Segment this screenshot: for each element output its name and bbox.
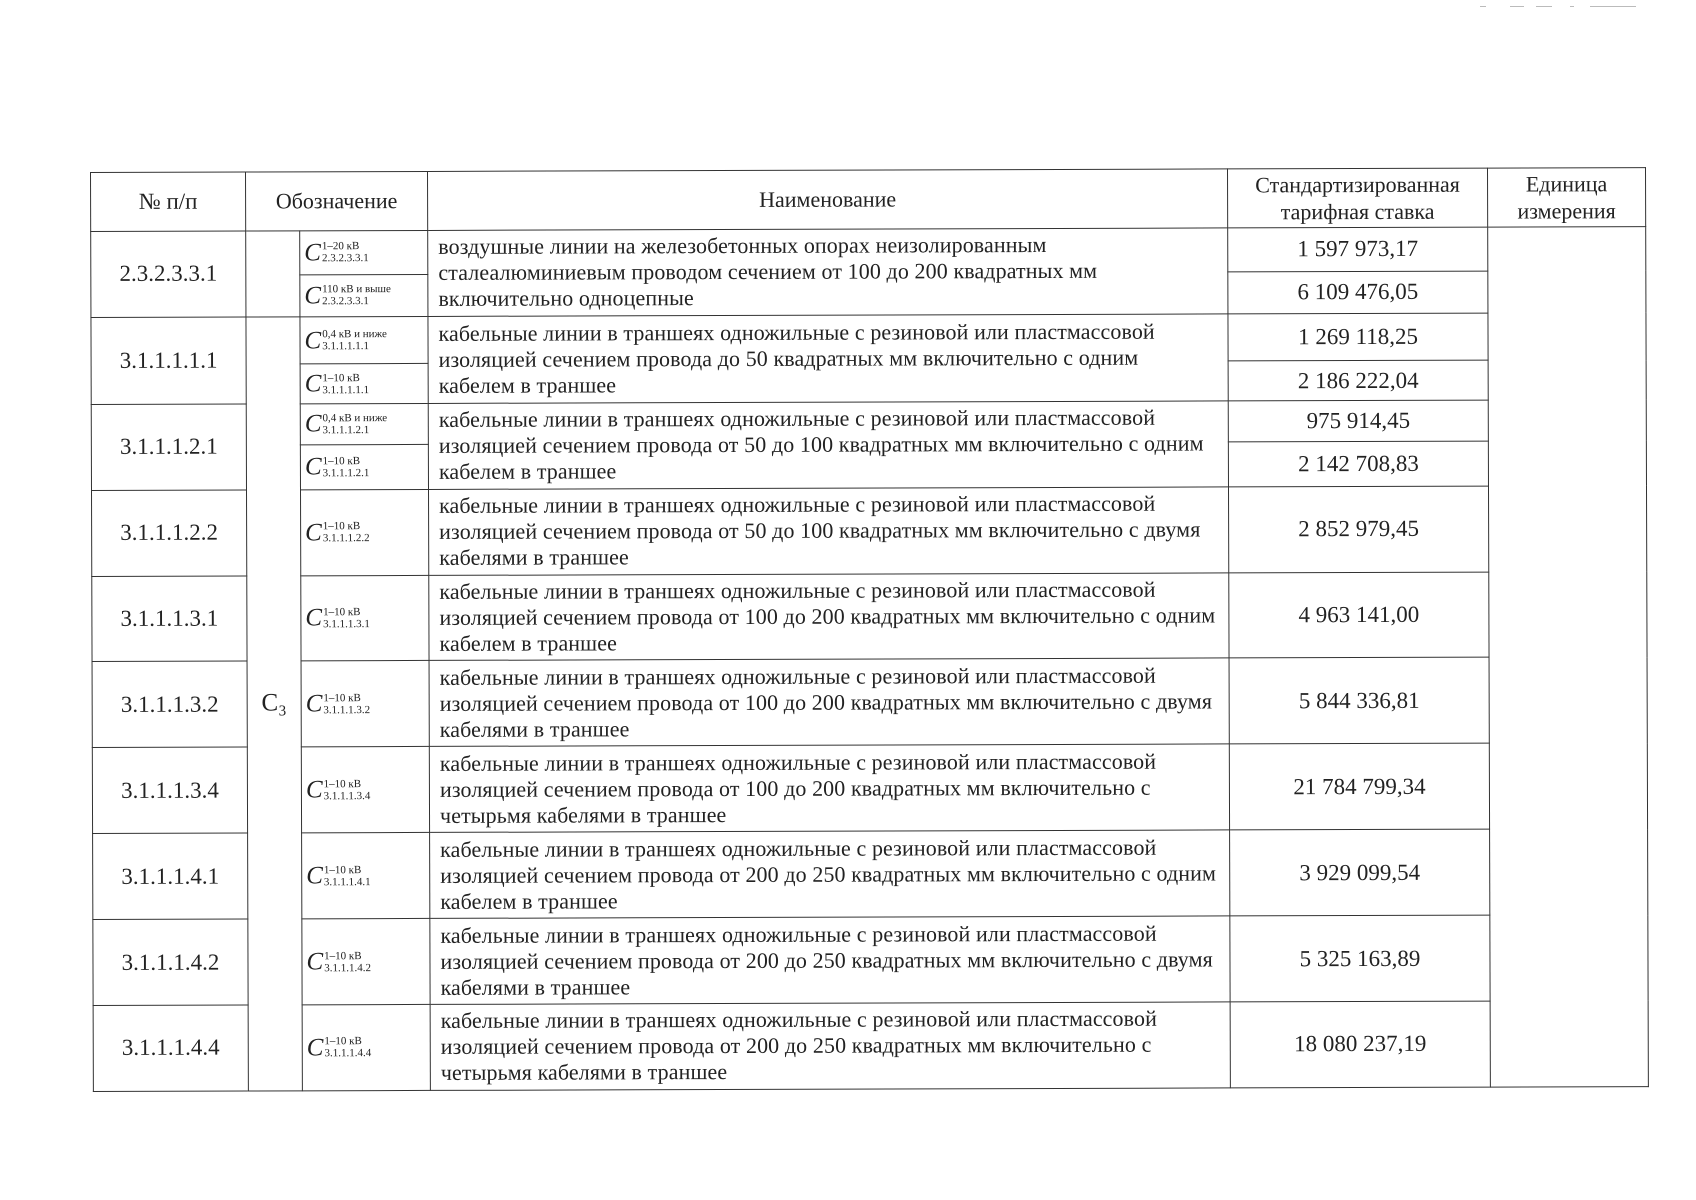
voltage-superscript: 1–10 кВ bbox=[324, 949, 362, 962]
designation-cell bbox=[301, 661, 429, 747]
symbol-base: C bbox=[304, 453, 322, 481]
designation-cell bbox=[301, 747, 429, 833]
voltage-superscript: 1–10 кВ bbox=[324, 1035, 362, 1048]
item-name: кабельные линии в траншеях одножильные с резиновой или пластмассовой изоляцией сечением провода от 200 до 250 квадратных мм включительно с четырьмя кабелями в траншее bbox=[430, 1002, 1230, 1091]
voltage-superscript: 1–10 кВ bbox=[323, 692, 361, 705]
row-number: 3.1.1.1.4.1 bbox=[93, 833, 248, 919]
tariff-rate: 2 852 979,45 bbox=[1229, 486, 1489, 573]
voltage-superscript: 0,4 кВ и ниже bbox=[322, 328, 387, 341]
table-row bbox=[92, 571, 1647, 662]
designation-symbol bbox=[306, 863, 371, 888]
item-name: кабельные линии в траншеях одножильные с резиновой или пластмассовой изоляцией сечением провода от 200 до 250 квадратных мм включительно с двумя кабелями в траншее bbox=[430, 916, 1230, 1004]
designation-cell bbox=[301, 575, 429, 661]
group-cell-empty bbox=[246, 231, 300, 317]
header-rate: Стандартизированная тарифная ставка bbox=[1228, 168, 1488, 228]
table-row bbox=[91, 227, 1646, 275]
code-subscript: 3.1.1.1.4.2 bbox=[324, 961, 371, 974]
designation-cell bbox=[302, 919, 430, 1005]
designation-cell bbox=[302, 1004, 430, 1090]
scan-marks bbox=[1480, 4, 1640, 10]
symbol-base: C bbox=[304, 326, 322, 354]
tariff-rate: 5 325 163,89 bbox=[1230, 915, 1490, 1002]
voltage-superscript: 1–10 кВ bbox=[323, 863, 362, 876]
symbol-base: C bbox=[305, 518, 322, 546]
designation-cell bbox=[300, 364, 428, 404]
tariff-rate: 975 914,45 bbox=[1228, 400, 1488, 442]
code-subscript: 3.1.1.1.2.1 bbox=[322, 466, 370, 480]
designation-symbol bbox=[306, 777, 371, 802]
header-num: № п/п bbox=[91, 172, 246, 231]
row-number: 3.1.1.1.3.1 bbox=[92, 576, 247, 662]
voltage-superscript: 1–10 кВ bbox=[322, 520, 361, 533]
item-name: кабельные линии в траншеях одножильные с резиновой или пластмассовой изоляцией сечением провода от 100 до 200 квадратных мм включительно с одним кабелем в траншее bbox=[429, 572, 1229, 660]
item-name: кабельные линии в траншеях одножильные с резиновой или пластмассовой изоляцией сечением провода от 50 до 100 квадратных мм включительно с одним кабелем в траншее bbox=[428, 401, 1228, 489]
table-row bbox=[91, 485, 1646, 576]
symbol-base: C bbox=[306, 862, 323, 890]
row-number: 3.1.1.1.4.2 bbox=[93, 919, 248, 1005]
tariff-rate: 2 142 708,83 bbox=[1228, 441, 1488, 487]
designation-symbol bbox=[307, 1035, 372, 1060]
designation-cell bbox=[300, 274, 428, 317]
symbol-base: C bbox=[304, 239, 321, 267]
symbol-base: C bbox=[306, 948, 324, 976]
row-number: 2.3.2.3.3.1 bbox=[91, 231, 246, 317]
designation-cell bbox=[300, 316, 428, 364]
symbol-base: C bbox=[305, 776, 323, 804]
symbol-base: C bbox=[304, 410, 322, 438]
group-symbol: С₃ bbox=[246, 317, 302, 1091]
row-number: 3.1.1.1.4.4 bbox=[93, 1005, 248, 1092]
voltage-superscript: 0,4 кВ и ниже bbox=[322, 411, 388, 425]
table-row bbox=[91, 399, 1646, 445]
item-name: кабельные линии в траншеях одножильные с резиновой или пластмассовой изоляцией сечением провода до 50 квадратных мм включительно с одним кабелем в траншее bbox=[428, 314, 1228, 403]
designation-cell bbox=[300, 444, 428, 489]
code-subscript: 3.1.1.1.1.1 bbox=[322, 383, 370, 396]
code-subscript: 3.1.1.1.3.2 bbox=[323, 703, 371, 717]
code-subscript: 3.1.1.1.2.2 bbox=[322, 532, 370, 545]
tariff-rate: 4 963 141,00 bbox=[1229, 572, 1489, 659]
row-number: 3.1.1.1.1.1 bbox=[91, 317, 246, 404]
row-number: 3.1.1.1.2.1 bbox=[91, 404, 246, 490]
voltage-superscript: 1–10 кВ bbox=[323, 777, 362, 791]
item-name: кабельные линии в траншеях одножильные с резиновой или пластмассовой изоляцией сечением провода от 50 до 100 квадратных мм включительно с двумя кабелями в траншее bbox=[429, 487, 1229, 575]
designation-symbol bbox=[305, 411, 387, 436]
voltage-superscript: 1–10 кВ bbox=[323, 606, 361, 619]
tariff-rate: 2 186 222,04 bbox=[1228, 361, 1488, 401]
tariff-table bbox=[90, 167, 1649, 1092]
table-row bbox=[92, 657, 1647, 748]
symbol-base: C bbox=[304, 370, 322, 398]
header-designation: Обозначение bbox=[246, 171, 428, 231]
designation-cell bbox=[300, 230, 428, 274]
code-subscript: 3.1.1.1.4.1 bbox=[323, 875, 371, 888]
tariff-rate: 5 844 336,81 bbox=[1229, 658, 1489, 745]
designation-symbol bbox=[305, 606, 370, 631]
item-name: кабельные линии в траншеях одножильные с резиновой или пластмассовой изоляцией сечением провода от 200 до 250 квадратных мм включительно с одним кабелем в траншее bbox=[430, 830, 1230, 918]
voltage-superscript: 1–10 кВ bbox=[322, 454, 361, 468]
header-unit: Единица измерения bbox=[1488, 168, 1646, 227]
designation-symbol bbox=[304, 240, 369, 265]
item-name: воздушные линии на железобетонных опорах неизолированным сталеалюминиевым проводом сечением от 100 до 200 квадратных мм включительно одноцепные bbox=[428, 228, 1228, 316]
tariff-rate: 6 109 476,05 bbox=[1228, 271, 1488, 314]
code-subscript: 3.1.1.1.4.4 bbox=[324, 1047, 372, 1060]
designation-symbol bbox=[304, 328, 386, 353]
table-row bbox=[93, 829, 1648, 920]
tariff-rate: 1 269 118,25 bbox=[1228, 313, 1488, 361]
symbol-base: C bbox=[305, 690, 323, 718]
symbol-base: C bbox=[304, 281, 322, 309]
symbol-base: C bbox=[305, 604, 323, 632]
table-row bbox=[91, 312, 1646, 364]
designation-symbol bbox=[304, 283, 391, 308]
designation-symbol bbox=[305, 520, 370, 545]
designation-symbol bbox=[305, 454, 370, 479]
tariff-rate: 1 597 973,17 bbox=[1228, 227, 1488, 271]
table-row bbox=[93, 915, 1648, 1006]
row-number: 3.1.1.1.3.2 bbox=[92, 661, 247, 747]
table-row bbox=[93, 1001, 1648, 1092]
code-subscript: 2.3.2.3.3.1 bbox=[321, 252, 369, 265]
unit-cell bbox=[1488, 227, 1649, 1088]
voltage-superscript: 1–20 кВ bbox=[321, 240, 360, 253]
code-subscript: 3.1.1.1.3.1 bbox=[323, 618, 370, 631]
code-subscript: 3.1.1.1.1.1 bbox=[322, 340, 370, 353]
header-name: Наименование bbox=[428, 169, 1228, 230]
designation-symbol bbox=[306, 691, 371, 716]
tariff-rate: 18 080 237,19 bbox=[1230, 1001, 1490, 1088]
code-subscript: 3.1.1.1.2.1 bbox=[322, 423, 370, 437]
item-name: кабельные линии в траншеях одножильные с резиновой или пластмассовой изоляцией сечением провода от 100 до 200 квадратных мм включительно с четырьмя кабелями в траншее bbox=[429, 744, 1229, 832]
designation-cell bbox=[300, 403, 428, 445]
designation-symbol bbox=[306, 949, 371, 974]
designation-cell bbox=[302, 833, 430, 919]
voltage-superscript: 110 кВ и выше bbox=[322, 283, 391, 296]
header-row bbox=[91, 168, 1646, 232]
tariff-rate: 3 929 099,54 bbox=[1230, 829, 1490, 916]
table-row bbox=[92, 743, 1647, 834]
row-number: 3.1.1.1.2.2 bbox=[91, 490, 246, 576]
item-name: кабельные линии в траншеях одножильные с резиновой или пластмассовой изоляцией сечением провода от 100 до 200 квадратных мм включительно с двумя кабелями в траншее bbox=[429, 658, 1229, 746]
tariff-rate: 21 784 799,34 bbox=[1229, 743, 1489, 830]
voltage-superscript: 1–10 кВ bbox=[322, 371, 360, 384]
designation-symbol bbox=[305, 371, 370, 396]
code-subscript: 2.3.2.3.3.1 bbox=[322, 295, 369, 308]
symbol-base: C bbox=[306, 1034, 324, 1062]
code-subscript: 3.1.1.1.3.4 bbox=[323, 789, 371, 803]
row-number: 3.1.1.1.3.4 bbox=[92, 747, 247, 833]
designation-cell bbox=[300, 489, 428, 575]
